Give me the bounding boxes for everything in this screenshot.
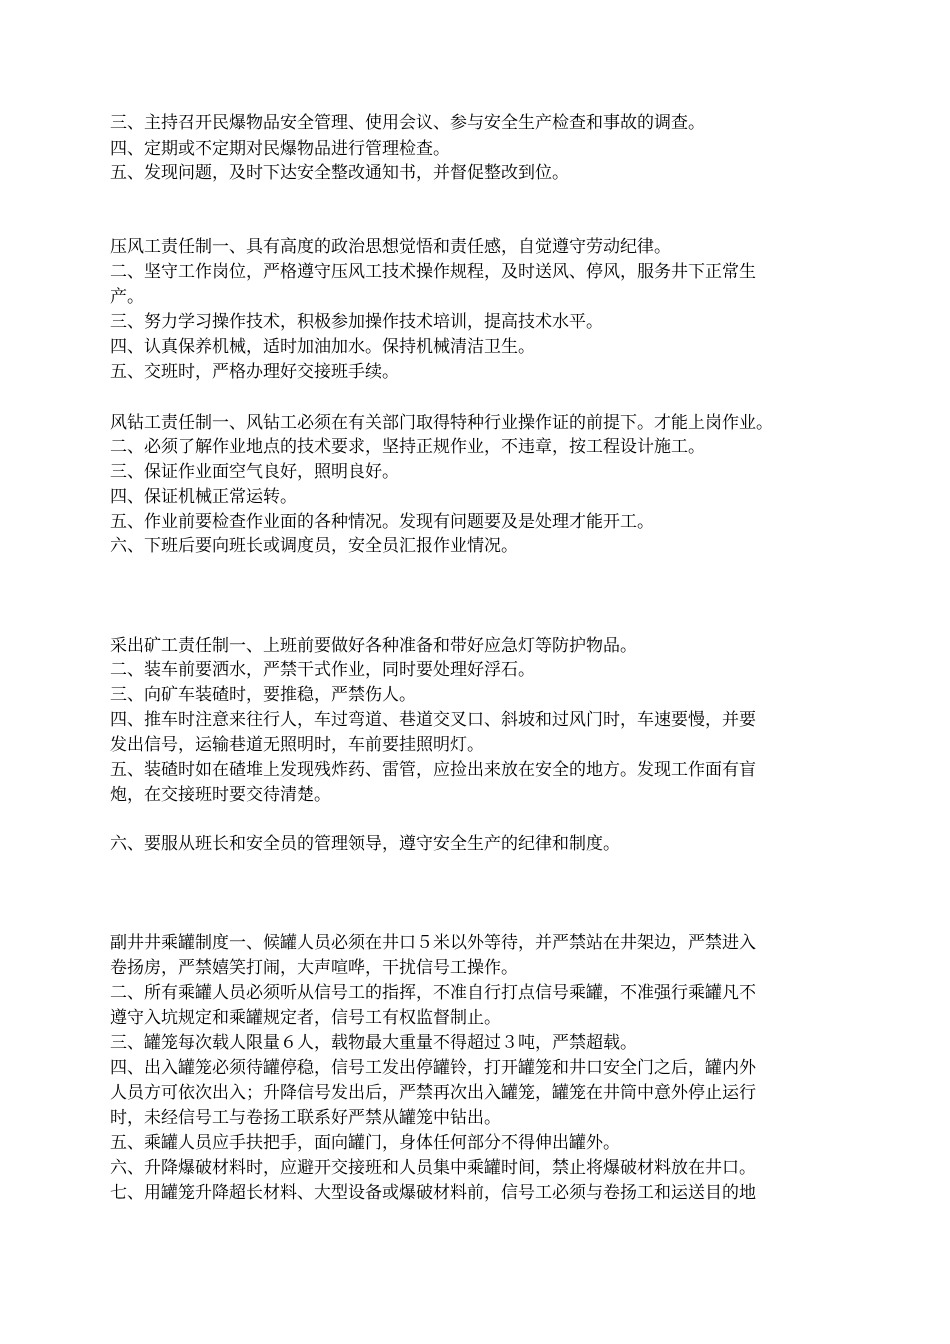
section-heading-line: 风钻工责任制一、风钻工必须在有关部门取得特种行业操作证的前提下。才能上岗作业。 <box>110 413 773 433</box>
text-line: 二、所有乘罐人员必须听从信号工的指挥，不准自行打点信号乘罐，不准强行乘罐凡不 <box>110 983 756 1003</box>
text-line: 二、坚守工作岗位，严格遵守压风工技术操作规程，及时送风、停风，服务井下正常生 <box>110 262 756 282</box>
text-line: 炮，在交接班时要交待清楚。 <box>110 785 331 805</box>
text-line: 六、要服从班长和安全员的管理领导，遵守安全生产的纪律和制度。 <box>110 834 620 854</box>
text-line: 五、交班时，严格办理好交接班手续。 <box>110 362 399 382</box>
text-line: 五、乘罐人员应手扶把手，面向罐门，身体任何部分不得伸出罐外。 <box>110 1133 620 1153</box>
text-line: 三、保证作业面空气良好，照明良好。 <box>110 462 399 482</box>
section-heading-line: 压风工责任制一、具有高度的政治思想觉悟和责任感，自觉遵守劳动纪律。 <box>110 237 671 257</box>
text-line: 产。 <box>110 287 144 307</box>
text-line: 三、努力学习操作技术，积极参加操作技术培训，提高技术水平。 <box>110 312 603 332</box>
text-line: 五、发现问题，及时下达安全整改通知书，并督促整改到位。 <box>110 163 569 183</box>
text-line: 三、向矿车装碴时，要推稳，严禁伤人。 <box>110 685 416 705</box>
text-line: 卷扬房，严禁嬉笑打闹，大声喧哗，干扰信号工操作。 <box>110 958 518 978</box>
text-line: 五、作业前要检查作业面的各种情况。发现有问题要及是处理才能开工。 <box>110 512 654 532</box>
text-line: 人员方可依次出入；升降信号发出后，严禁再次出入罐笼，罐笼在井筒中意外停止运行 <box>110 1083 756 1103</box>
text-line: 七、用罐笼升降超长材料、大型设备或爆破材料前，信号工必须与卷扬工和运送目的地 <box>110 1183 756 1203</box>
text-line: 遵守入坑规定和乘罐规定者，信号工有权监督制止。 <box>110 1008 501 1028</box>
section-heading-line: 采出矿工责任制一、上班前要做好各种准备和带好应急灯等防护物品。 <box>110 636 637 656</box>
section-heading-line: 副井井乘罐制度一、候罐人员必须在井口５米以外等待，并严禁站在井架边，严禁进入 <box>110 933 756 953</box>
text-line: 时，未经信号工与卷扬工联系好严禁从罐笼中钻出。 <box>110 1108 501 1128</box>
text-line: 四、推车时注意来往行人，车过弯道、巷道交叉口、斜坡和过风门时，车速要慢，并要 <box>110 710 756 730</box>
text-line: 四、定期或不定期对民爆物品进行管理检查。 <box>110 139 450 159</box>
text-line: 发出信号，运输巷道无照明时，车前要挂照明灯。 <box>110 735 484 755</box>
text-line: 三、罐笼每次载人限量６人，载物最大重量不得超过３吨，严禁超载。 <box>110 1033 637 1053</box>
text-line: 四、认真保养机械，适时加油加水。保持机械清洁卫生。 <box>110 337 535 357</box>
text-line: 四、出入罐笼必须待罐停稳，信号工发出停罐铃，打开罐笼和井口安全门之后，罐内外 <box>110 1058 756 1078</box>
text-line: 二、装车前要洒水，严禁干式作业，同时要处理好浮石。 <box>110 660 535 680</box>
text-line: 五、装碴时如在碴堆上发现残炸药、雷管，应捡出来放在安全的地方。发现工作面有盲 <box>110 760 756 780</box>
text-line: 二、必须了解作业地点的技术要求，坚持正规作业，不违章，按工程设计施工。 <box>110 437 705 457</box>
text-line: 四、保证机械正常运转。 <box>110 487 297 507</box>
text-line: 三、主持召开民爆物品安全管理、使用会议、参与安全生产检查和事故的调查。 <box>110 113 705 133</box>
text-line: 六、升降爆破材料时，应避开交接班和人员集中乘罐时间，禁止将爆破材料放在井口。 <box>110 1158 756 1178</box>
text-line: 六、下班后要向班长或调度员，安全员汇报作业情况。 <box>110 536 518 556</box>
